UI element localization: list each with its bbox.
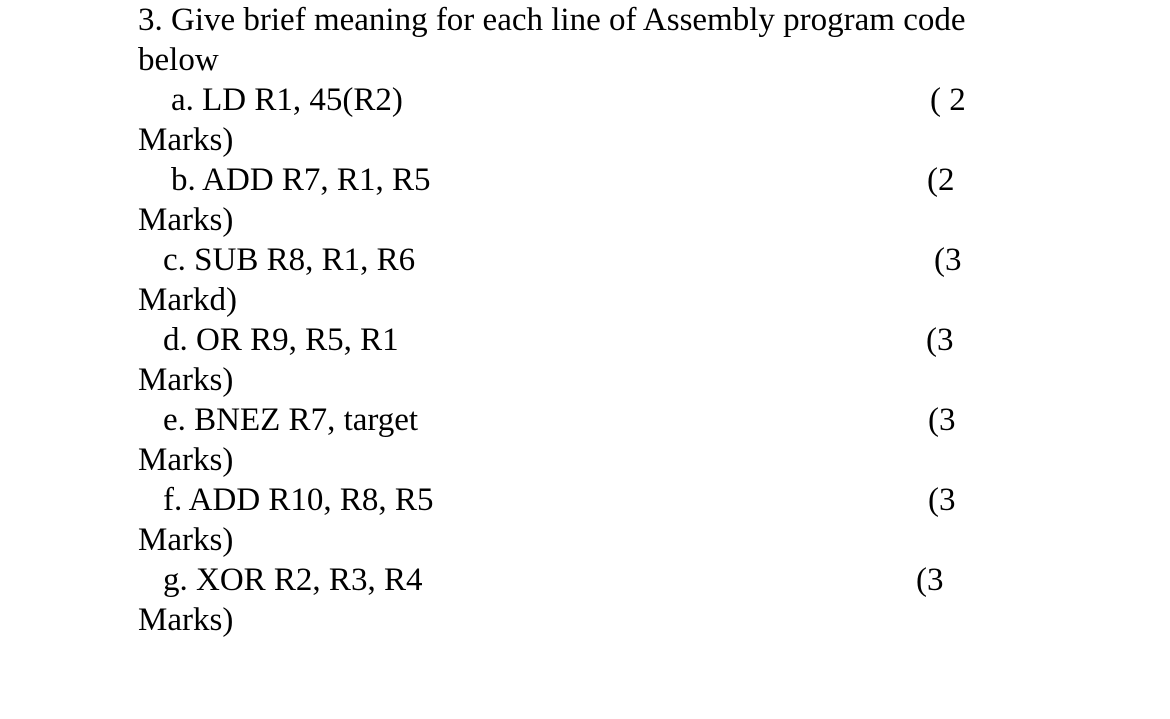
item-g-instruction: g. XOR R2, R3, R4 (163, 562, 423, 598)
item-e-marks: (3 (928, 402, 956, 438)
item-c-instruction: c. SUB R8, R1, R6 (163, 242, 416, 278)
item-d-marks-label: Marks) (138, 362, 234, 398)
item-b-marks-label: Marks) (138, 202, 234, 238)
item-c-marks: (3 (934, 242, 962, 278)
item-d-marks: (3 (926, 322, 954, 358)
item-f-marks-label: Marks) (138, 522, 234, 558)
item-d-instruction: d. OR R9, R5, R1 (163, 322, 399, 358)
item-f-marks: (3 (928, 482, 956, 518)
question-heading-continued: below (138, 42, 219, 78)
item-g-marks-label: Marks) (138, 602, 234, 638)
item-f-instruction: f. ADD R10, R8, R5 (163, 482, 434, 518)
item-g-marks: (3 (916, 562, 944, 598)
item-b-marks: (2 (927, 162, 955, 198)
item-c-marks-label: Markd) (138, 282, 237, 318)
item-a-instruction: a. LD R1, 45(R2) (171, 82, 403, 118)
item-a-marks: ( 2 (930, 82, 966, 118)
item-e-instruction: e. BNEZ R7, target (163, 402, 419, 438)
question-heading: 3. Give brief meaning for each line of Assembly program code (138, 2, 966, 38)
item-a-marks-label: Marks) (138, 122, 234, 158)
item-e-marks-label: Marks) (138, 442, 234, 478)
item-b-instruction: b. ADD R7, R1, R5 (171, 162, 431, 198)
